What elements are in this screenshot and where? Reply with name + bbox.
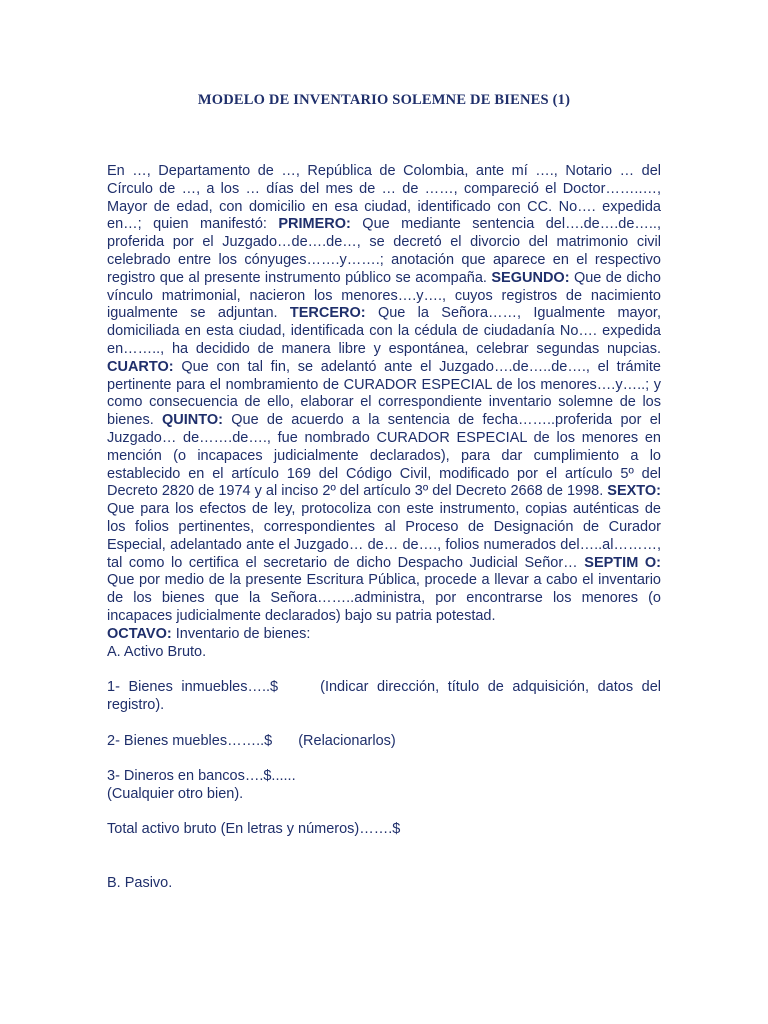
clause-label: SEPTIM O: — [584, 554, 661, 571]
octavo-line — [107, 626, 661, 644]
clause-text: Que para los efectos de ley, protocoliza con este instrumento, copias auténticas de los folios pertinentes, correspondientes al Proceso de Designación de Curador Especial, adelantado ante el Juzgado… de… de…., folios numerados del…..al………, tal como lo certifica el secretario de dicho Despacho Judicial Señor… — [107, 501, 661, 571]
clause-label: SEGUNDO: — [491, 269, 570, 286]
clause-text: Que de dicho vínculo matrimonial, nacieron los menores….y…., cuyos registros de nacimiento igualmente se adjuntan. — [107, 269, 661, 322]
clause-label: CUARTO: — [107, 358, 174, 375]
clause-text: Que con tal fin, se adelantó ante el Juzgado….de…..de…., el trámite pertinente para el nombramiento de CURADOR ESPECIAL de los menores….y…..; y como consecuencia de ello, elaborar el correspondiente inventario solemne de los bienes. — [107, 358, 661, 429]
item-1-note: (Indicar dirección, título de adquisición, datos del registro). — [107, 679, 662, 713]
clause-label: SEXTO: — [607, 483, 661, 500]
document-body — [107, 163, 661, 893]
clause-text: Que la Señora……, Igualmente mayor, domiciliada en esta ciudad, identificada con la cédula de ciudadanía No…. expedida en…….., ha decidido de manera libre y espontánea, celebrar segundas nupcias. — [107, 305, 661, 357]
item-2-label: 2- Bienes muebles……..$ — [107, 732, 273, 749]
item-otro-bien: (Cualquier otro bien). — [107, 785, 244, 802]
spacer — [107, 839, 661, 875]
clause-text: Que mediante sentencia del….de….de….., proferida por el Juzgado…de….de…, se decretó el divorcio del matrimonio civil celebrado entre los cónyuges…….y…….; anotación que aparece en el respectivo registro que al presente instrumento público se acompaña. — [107, 216, 661, 286]
item-1-label: 1- Bienes inmuebles…..$ — [107, 679, 279, 696]
item-dineros-bancos: 3- Dineros en bancos….$...... — [107, 768, 296, 785]
clause-label: QUINTO: — [162, 412, 223, 429]
activo-bruto-heading: A. Activo Bruto. — [107, 643, 207, 660]
clause-text: Que de acuerdo a la sentencia de fecha……..proferida por el Juzgado… de…….de…., fue nombrado CURADOR ESPECIAL de los menores en mención (o incapaces judicialmente declarados), para dar cumplimiento a lo establecido en el artículo 169 del Código Civil, modificado por el artículo 5º del Decreto 2820 de 1974 y al inciso 2º del artículo 3º del Decreto 2668 de 1998. — [107, 412, 661, 500]
item-bienes-muebles — [107, 733, 661, 751]
clause-label: TERCERO: — [289, 305, 366, 322]
item-2-note: (Relacionarlos) — [298, 732, 396, 749]
spacer — [107, 715, 661, 733]
octavo-text: Inventario de bienes: — [171, 625, 311, 642]
spacer — [107, 804, 661, 822]
spacer — [107, 661, 661, 679]
clause-text: Que por medio de la presente Escritura Pública, procede a llevar a cabo el inventario de los bienes que la Señora……..administra, por encontrarse los menores (o incapaces judicialmente declarados) bajo su patria potestad. — [107, 572, 661, 624]
spacer — [107, 750, 661, 768]
main-paragraph — [107, 163, 661, 626]
total-activo-bruto: Total activo bruto (En letras y números)…….$ — [107, 821, 401, 838]
clause-text: En …, Departamento de …, República de Colombia, ante mí …., Notario … del Círculo de …, a los … días del mes de … de ……, compareció el Doctor……..…, Mayor de edad, con domicilio en esa ciudad, identificado con CC. No…. expedida en…; quien manifestó: — [107, 163, 661, 233]
clause-label: PRIMERO: — [278, 216, 351, 233]
pasivo-heading: B. Pasivo. — [107, 874, 173, 891]
item-bienes-inmuebles — [107, 679, 661, 715]
octavo-label: OCTAVO: — [107, 625, 172, 642]
document-title: MODELO DE INVENTARIO SOLEMNE DE BIENES (1) — [197, 92, 571, 108]
